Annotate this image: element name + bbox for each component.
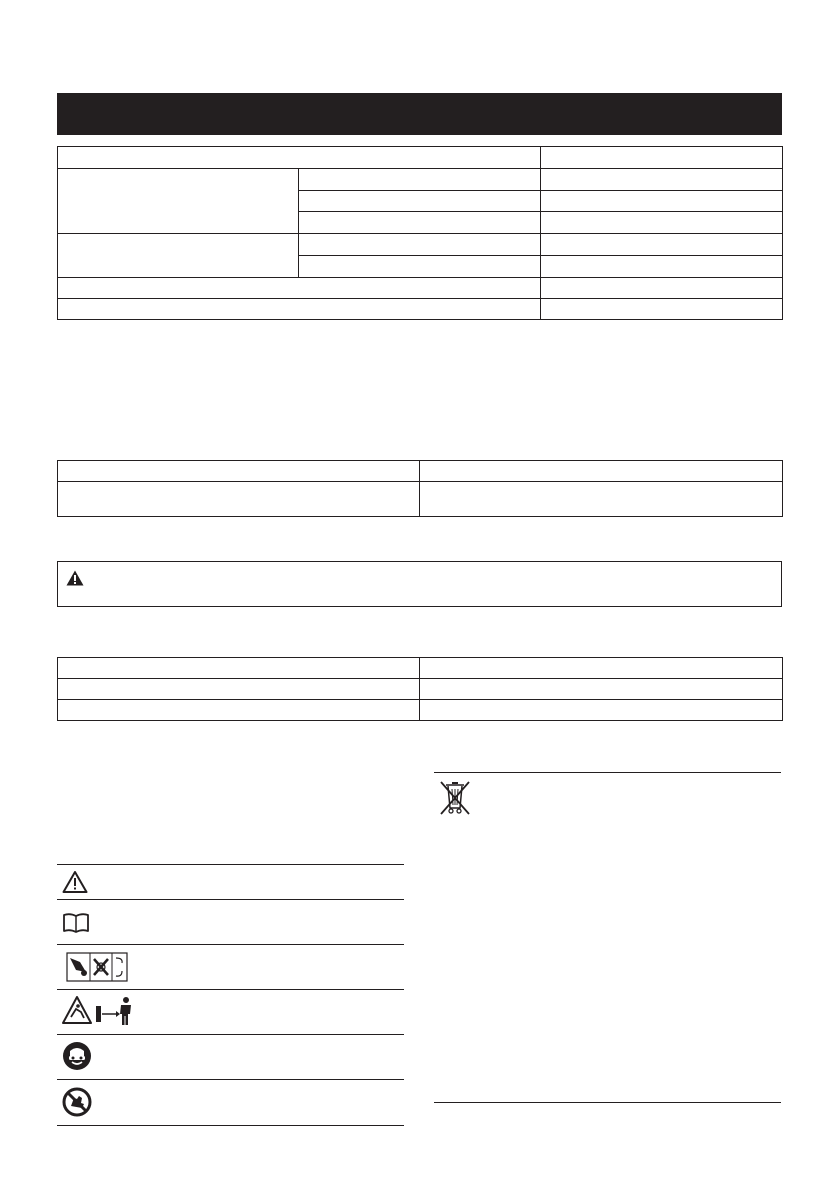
table-cell <box>420 482 783 517</box>
table-cell <box>541 212 783 234</box>
list-item <box>62 1041 92 1071</box>
table-cell <box>299 212 541 234</box>
table-cell <box>420 461 783 482</box>
table-row <box>58 658 783 679</box>
table-cell <box>58 169 299 234</box>
warning-triangle-icon <box>66 570 84 586</box>
table-row <box>58 147 783 169</box>
table-cell <box>58 658 420 679</box>
table-row <box>58 299 783 320</box>
read-manual-icon <box>62 912 90 934</box>
table-cell <box>58 700 420 721</box>
table-cell <box>299 256 541 278</box>
flying-debris-guard-icon <box>66 952 128 982</box>
divider <box>434 1102 781 1103</box>
specifications-table <box>57 146 783 320</box>
divider <box>57 1125 404 1126</box>
table-row <box>58 461 783 482</box>
list-item <box>62 994 134 1028</box>
table-row <box>58 679 783 700</box>
table-cell <box>420 679 783 700</box>
table-cell <box>58 482 420 517</box>
tertiary-table <box>57 657 783 721</box>
table-cell <box>58 461 420 482</box>
table-cell <box>420 700 783 721</box>
table-cell <box>299 169 541 191</box>
divider <box>434 772 781 773</box>
divider <box>57 989 404 990</box>
table-cell <box>299 191 541 212</box>
table-cell <box>299 234 541 256</box>
secondary-table <box>57 460 783 517</box>
table-cell <box>541 234 783 256</box>
table-cell <box>541 299 783 320</box>
table-cell <box>58 234 299 278</box>
list-item <box>62 870 88 894</box>
table-cell <box>58 147 541 169</box>
divider <box>57 899 404 900</box>
table-cell <box>58 278 541 299</box>
keep-bystanders-away-icon <box>62 994 134 1028</box>
crossed-out-wheelie-bin-icon <box>438 780 472 816</box>
list-item <box>66 952 128 982</box>
table-cell <box>541 278 783 299</box>
list-item <box>62 912 90 934</box>
table-cell <box>541 147 783 169</box>
divider <box>57 1034 404 1035</box>
table-row <box>58 169 783 191</box>
divider <box>57 1079 404 1080</box>
no-hand-contact-icon <box>62 1087 92 1117</box>
warning-box <box>57 561 782 607</box>
warning-triangle-icon <box>62 870 88 894</box>
table-cell <box>58 679 420 700</box>
divider <box>57 944 404 945</box>
section-header-bar <box>57 93 782 135</box>
table-cell <box>541 256 783 278</box>
divider <box>57 864 404 865</box>
wear-eye-protection-icon <box>62 1041 92 1071</box>
table-row <box>58 234 783 256</box>
list-item <box>62 1087 92 1117</box>
table-cell <box>541 169 783 191</box>
table-row <box>58 700 783 721</box>
table-row <box>58 482 783 517</box>
disposal-icon-wrapper <box>438 780 472 816</box>
table-cell <box>541 191 783 212</box>
table-cell <box>58 299 541 320</box>
table-row <box>58 278 783 299</box>
table-cell <box>420 658 783 679</box>
